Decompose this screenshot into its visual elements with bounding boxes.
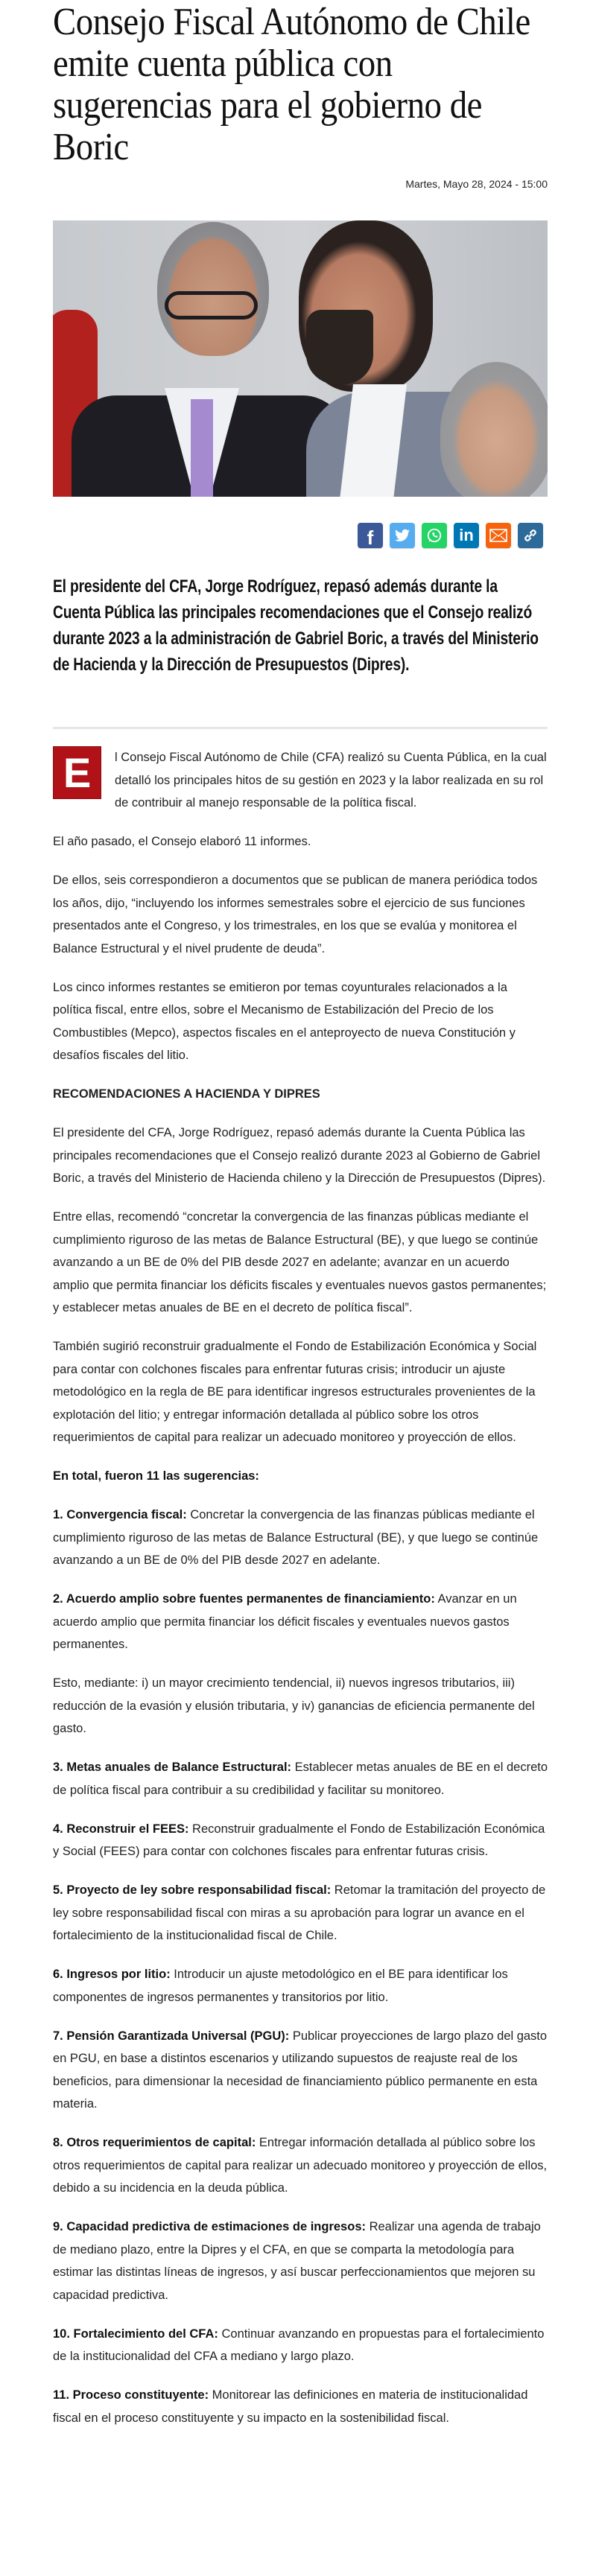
suggestion-item — [53, 2323, 548, 2368]
linkedin-share-button[interactable] — [454, 523, 479, 548]
suggestion-label: 11. Proceso constituyente: — [53, 2388, 209, 2402]
suggestion-item — [53, 1588, 548, 1656]
suggestion-text: Entregar información detallada al público sobre los otros requerimientos de capital para realizar un adecuado monitoreo y proyección de ellos, debido a su incidencia en la deuda pública. — [53, 2136, 548, 2195]
whatsapp-share-button[interactable] — [422, 523, 447, 548]
suggestion-item — [53, 1672, 548, 1740]
copy-link-button[interactable] — [518, 523, 543, 548]
article-title: Consejo Fiscal Autónomo de Chile emite cuenta pública con sugerencias para el gobierno de Boric — [53, 1, 530, 168]
paragraph: El año pasado, el Consejo elaboró 11 informes. — [53, 835, 311, 848]
suggestion-label: 4. Reconstruir el FEES: — [53, 1822, 189, 1836]
twitter-icon — [395, 529, 410, 542]
suggestion-text: Continuar avanzando en propuestas para el fortalecimiento de la institucionalidad del CFA a mediano y largo plazo. — [53, 2327, 545, 2363]
suggestion-text: Monitorear las definiciones en materia de institucionalidad fiscal en el proceso constituyente y su impacto en la sostenibilidad fiscal. — [53, 2388, 528, 2425]
suggestion-label: 6. Ingresos por litio: — [53, 1968, 171, 1981]
suggestion-item — [53, 1963, 548, 2009]
paragraph: De ellos, seis correspondieron a documentos que se publican de manera periódica todos los años, dijo, “incluyendo los informes semestrales sobre el ejercicio de sus funciones presentados ante el Congreso, y los trimestrales, en los que se evalúa y monitorea el Balance Estructural y el nivel prudente de deuda”. — [53, 874, 538, 955]
suggestion-item — [53, 1756, 548, 1801]
paragraph: Entre ellas, recomendó “concretar la convergencia de las finanzas públicas mediante el cumplimiento riguroso de las metas de Balance Estructural (BE), y que luego se continúe avanzando a un BE de 0% del PIB desde 2027 en adelante; avanzar en un acuerdo amplio que permita financiar los déficits fiscales y eventuales nuevos gastos permanentes; y establecer metas anuales de BE en el decreto de política fiscal”. — [53, 1210, 547, 1314]
suggestion-item — [53, 1818, 548, 1863]
suggestion-item — [53, 2384, 548, 2429]
suggestion-label: 3. Metas anuales de Balance Estructural: — [53, 1761, 292, 1774]
facebook-icon: f — [367, 526, 374, 549]
suggestion-label: 1. Convergencia fiscal: — [53, 1508, 187, 1521]
suggestion-text: Realizar una agenda de trabajo de mediano plazo, entre la Dipres y el CFA, en que se comparta la metodología para estimar las distintas líneas de ingresos, y así buscar perfeccionamientos que mejoren su capacidad predictiva. — [53, 2220, 541, 2302]
paragraph-intro — [53, 746, 548, 815]
link-icon — [522, 527, 539, 544]
drop-cap: E — [53, 746, 101, 799]
email-icon — [489, 529, 507, 542]
suggestion-label: 9. Capacidad predictiva de estimaciones de ingresos: — [53, 2220, 366, 2233]
suggestion-list — [53, 1504, 548, 2429]
publish-date: Martes, Mayo 28, 2024 - 15:00 — [405, 178, 548, 190]
list-intro — [53, 1465, 548, 1488]
paragraph: También sugirió reconstruir gradualmente el Fondo de Estabilización Económica y Social para contar con colchones fiscales para enfrentar futuras crisis; introducir un ajuste metodológico en la regla de BE para identificar ingresos estructurales provenientes de la explotación del litio; y entregar información detallada al público sobre los otros requerimientos de capital para realizar un adecuado monitoreo y proyección de ellos. — [53, 1340, 537, 1444]
suggestion-text: Retomar la tramitación del proyecto de ley sobre responsabilidad fiscal con miras a su aprobación para lograr un avance en el fortalecimiento de la institucionalidad fiscal de Chile. — [53, 1883, 546, 1942]
twitter-share-button[interactable] — [390, 523, 415, 548]
suggestion-label: 8. Otros requerimientos de capital: — [53, 2136, 256, 2149]
suggestion-item — [53, 2216, 548, 2306]
suggestion-text: Introducir un ajuste metodológico en el BE para identificar los componentes de ingresos permanentes y transitorios por litio. — [53, 1968, 508, 2004]
share-bar — [53, 523, 548, 548]
suggestion-text: Reconstruir gradualmente el Fondo de Estabilización Económica y Social (FEES) para contar con colchones fiscales para enfrentar futuras crisis. — [53, 1822, 545, 1858]
suggestion-label: 7. Pensión Garantizada Universal (PGU): — [53, 2029, 290, 2043]
suggestion-label: 2. Acuerdo amplio sobre fuentes permanentes de financiamiento: — [53, 1592, 435, 1606]
suggestion-text: Concretar la convergencia de las finanzas públicas mediante el cumplimiento riguroso de las metas de Balance Estructural (BE), y que luego se continúe avanzando a un BE de 0% del PIB desde 2027 en adelante. — [53, 1508, 539, 1567]
article-lead: El presidente del CFA, Jorge Rodríguez, repasó además durante la Cuenta Pública las principales recomendaciones que el Consejo realizó durante 2023 a la administración de Gabriel Boric, a través del Ministerio de Hacienda y la Dirección de Presupuestos (Dipres). — [53, 576, 539, 675]
paragraph: Los cinco informes restantes se emitieron por temas coyunturales relacionados a la política fiscal, entre ellos, sobre el Mecanismo de Estabilización del Precio de los Combustibles (Mepco), aspectos fiscales en el anteproyecto de nueva Constitución y desafíos fiscales del litio. — [53, 980, 516, 1062]
suggestion-label: 5. Proyecto de ley sobre responsabilidad fiscal: — [53, 1883, 332, 1897]
paragraph-text: l Consejo Fiscal Autónomo de Chile (CFA) realizó su Cuenta Pública, en la cual detalló los principales hitos de su gestión en 2023 y la labor realizada en su rol de contribuir al manejo responsable de la política fiscal. — [115, 751, 547, 810]
suggestion-item — [53, 2025, 548, 2116]
facebook-share-button[interactable] — [358, 523, 383, 548]
article — [53, 1, 548, 2429]
whatsapp-icon — [426, 527, 443, 544]
article-photo — [53, 220, 548, 497]
paragraph: El presidente del CFA, Jorge Rodríguez, repasó además durante la Cuenta Pública las principales recomendaciones que el Consejo realizó durante 2023 al Gobierno de Gabriel Boric, a través del Ministerio de Hacienda chileno y la Dirección de Presupuestos (Dipres). — [53, 1126, 546, 1185]
section-heading: RECOMENDACIONES A HACIENDA Y DIPRES — [53, 1087, 320, 1101]
lead-container — [53, 573, 548, 704]
suggestion-text: Establecer metas anuales de BE en el decreto de política fiscal para contribuir a su credibilidad y facilitar su monitoreo. — [53, 1761, 548, 1797]
divider — [53, 727, 548, 729]
list-intro-text: En total, fueron 11 las sugerencias: — [53, 1469, 259, 1483]
article-body — [53, 746, 548, 2429]
suggestion-item — [53, 1504, 548, 1572]
suggestion-item — [53, 1879, 548, 1947]
title-container — [53, 1, 548, 168]
suggestion-label: 10. Fortalecimiento del CFA: — [53, 2327, 218, 2341]
suggestion-text: Esto, mediante: i) un mayor crecimiento tendencial, ii) nuevos ingresos tributarios, iii) reducción de la evasión y elusión tributaria, y iv) ganancias de eficiencia permanente del gasto. — [53, 1676, 535, 1735]
suggestion-text: Publicar proyecciones de largo plazo del gasto en PGU, en base a distintos escenarios y utilizando supuestos de reajuste real de los beneficios, para dimensionar la necesidad de financiamiento público permanente en esta materia. — [53, 2029, 548, 2111]
suggestion-text: Avanzar en un acuerdo amplio que permita financiar los déficit fiscales y eventuales nuevos gastos permanentes. — [53, 1592, 517, 1651]
suggestion-item — [53, 2131, 548, 2200]
linkedin-icon: in — [459, 526, 474, 544]
email-share-button[interactable] — [486, 523, 511, 548]
